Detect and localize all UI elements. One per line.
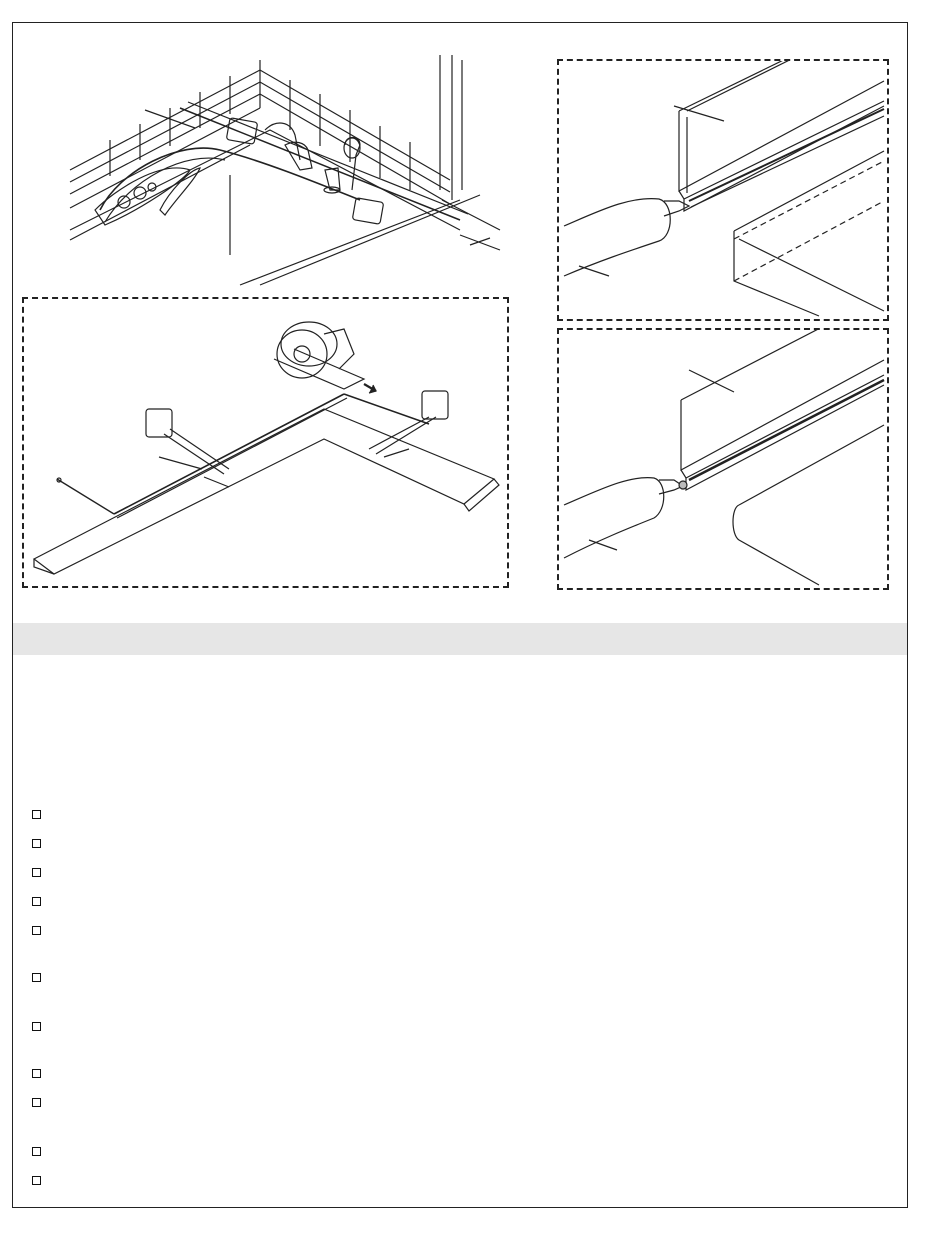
checkbox-icon[interactable] — [32, 926, 41, 935]
channel-caulk-bottom-illustration — [557, 328, 889, 590]
checklist-item — [32, 864, 51, 880]
checkbox-icon[interactable] — [32, 897, 41, 906]
checklist-item — [32, 1018, 51, 1034]
bath-deck-measure-illustration — [60, 50, 520, 290]
checkbox-icon[interactable] — [32, 868, 41, 877]
checklist-item — [32, 1143, 51, 1159]
checklist-item — [32, 1094, 51, 1110]
saw-cutting-illustration — [22, 297, 509, 588]
checkbox-icon[interactable] — [32, 1098, 41, 1107]
checkbox-icon[interactable] — [32, 810, 41, 819]
checklist-item — [32, 1065, 51, 1081]
checkbox-icon[interactable] — [32, 973, 41, 982]
checkbox-icon[interactable] — [32, 1069, 41, 1078]
checkbox-icon[interactable] — [32, 839, 41, 848]
checkbox-icon[interactable] — [32, 1147, 41, 1156]
checklist-item — [32, 969, 51, 985]
checklist-item — [32, 806, 51, 822]
checklist-item — [32, 922, 51, 938]
checkbox-icon[interactable] — [32, 1022, 41, 1031]
channel-caulk-top-illustration — [557, 59, 889, 321]
checklist-item — [32, 1172, 51, 1188]
section-header-band — [13, 623, 907, 655]
checklist-item — [32, 835, 51, 851]
checklist-item — [32, 893, 51, 909]
checkbox-icon[interactable] — [32, 1176, 41, 1185]
